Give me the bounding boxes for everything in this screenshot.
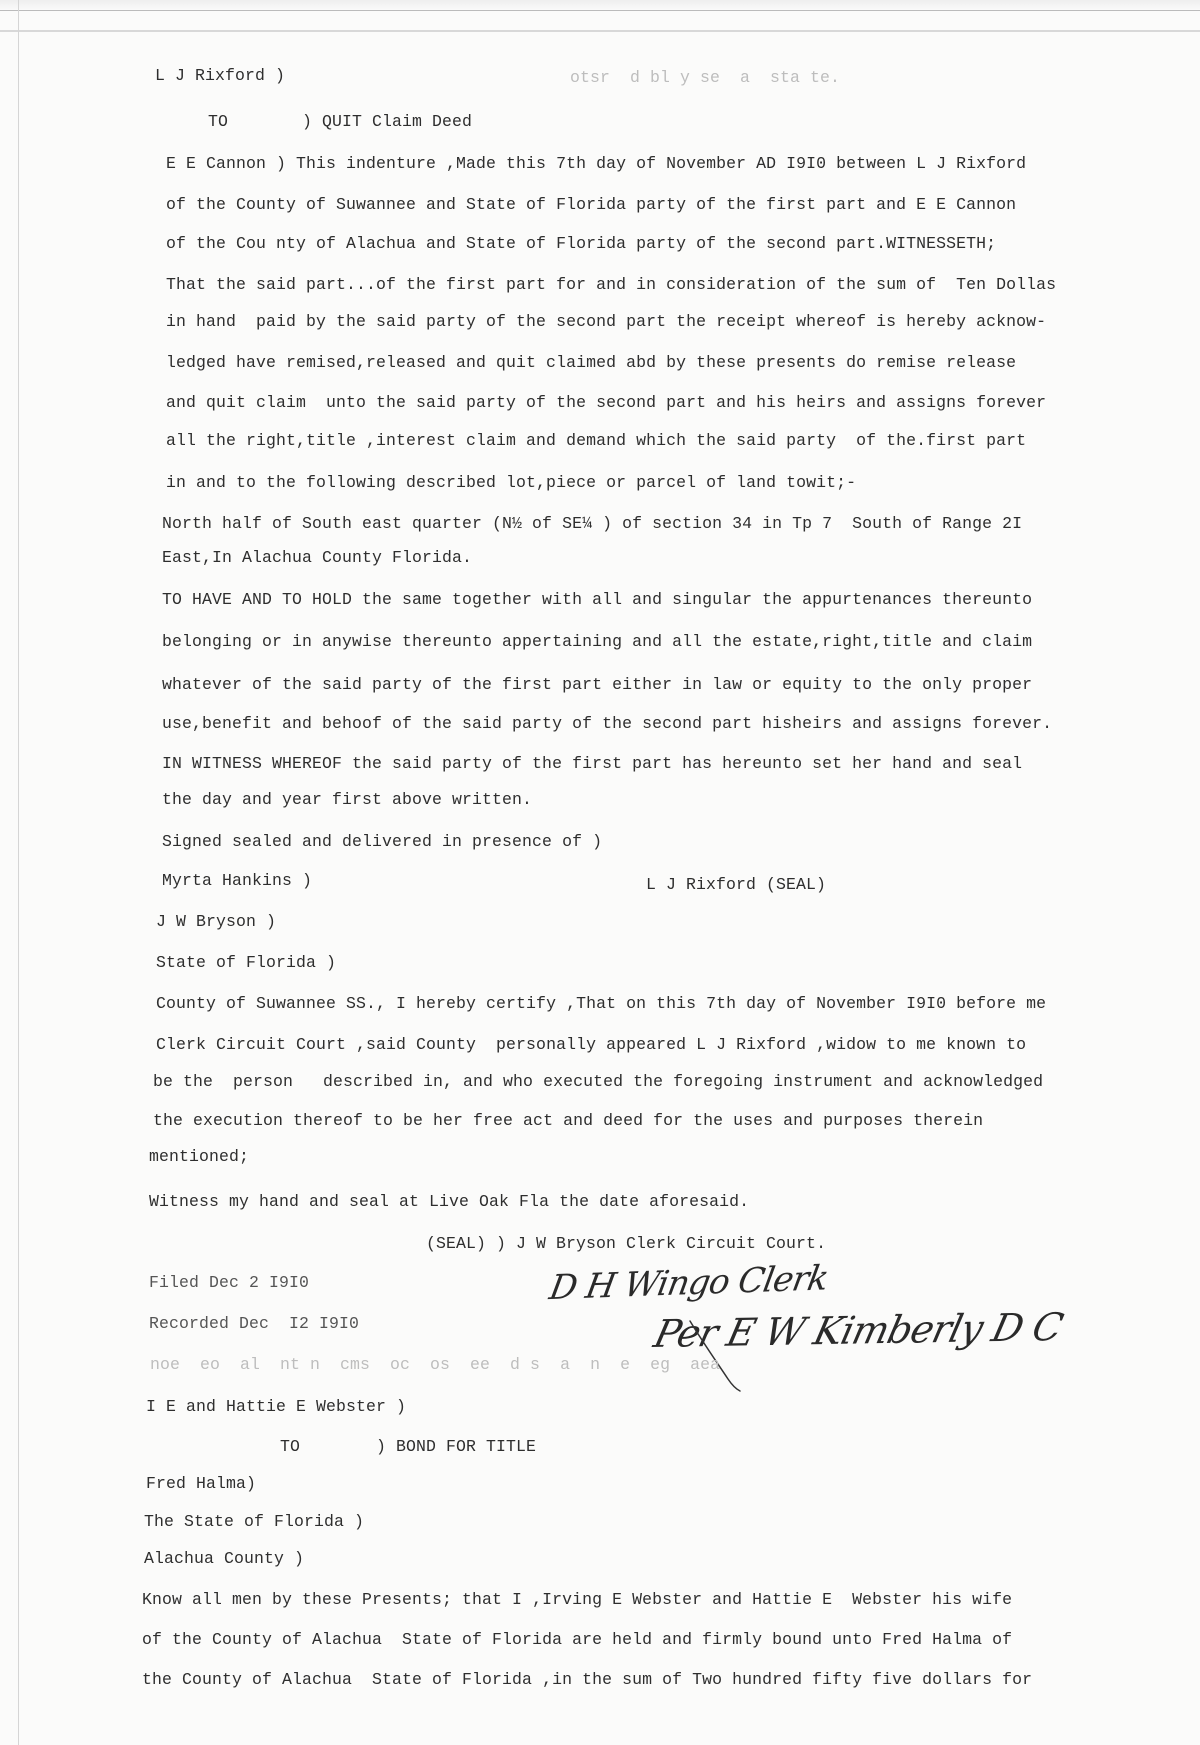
clerk-signature: D H Wingo Clerk xyxy=(546,1258,831,1309)
deed1-line: and quit claim unto the said party of the second part and his heirs and assigns forever xyxy=(166,393,1047,412)
ack-line: County of Suwannee SS., I hereby certify ,That on this 7th day of November I9I0 before me xyxy=(156,994,1047,1013)
deputy-clerk-signature: Per E W Kimberly D C xyxy=(649,1304,1067,1357)
filed-date: Filed Dec 2 I9I0 xyxy=(149,1273,310,1292)
ack-line: Witness my hand and seal at Live Oak Fla the date aforesaid. xyxy=(149,1192,750,1211)
scan-top-edge xyxy=(0,0,1200,11)
deed1-line: whatever of the said party of the first part either in law or equity to the only proper xyxy=(162,675,1033,694)
deed1-witness2: J W Bryson ) xyxy=(156,912,277,931)
deed1-line: the day and year first above written. xyxy=(162,790,533,809)
deed1-witness1: Myrta Hankins ) xyxy=(162,871,313,890)
deed1-to: TO xyxy=(208,112,229,131)
deed1-line: belonging or in anywise thereunto appertaining and all the estate,right,title and claim xyxy=(162,632,1033,651)
deed2-grantee: Fred Halma) xyxy=(146,1474,257,1493)
deed2-grantors: I E and Hattie E Webster ) xyxy=(146,1397,407,1416)
deed1-grantor-seal: L J Rixford (SEAL) xyxy=(646,875,827,894)
deed2-state: The State of Florida ) xyxy=(144,1512,365,1531)
deed1-line: IN WITNESS WHEREOF the said party of the first part has hereunto set her hand and seal xyxy=(162,754,1023,773)
ack-line: Clerk Circuit Court ,said County personally appeared L J Rixford ,widow to me known to xyxy=(156,1035,1027,1054)
recorded-date: Recorded Dec I2 I9I0 xyxy=(149,1314,360,1333)
ack-line: mentioned; xyxy=(149,1147,250,1166)
scan-left-edge xyxy=(18,0,19,1745)
deed1-legal-description: North half of South east quarter (N½ of SE¼ ) of section 34 in Tp 7 South of Range 2I xyxy=(162,514,1023,533)
deed2-county: Alachua County ) xyxy=(144,1549,305,1568)
signature-flourish xyxy=(540,1265,1100,1395)
ack-state: State of Florida ) xyxy=(156,953,337,972)
deed1-line: That the said part...of the first part for and in consideration of the sum of Ten Dollas xyxy=(166,275,1057,294)
deed1-line: use,benefit and behoof of the said party of the second part hisheirs and assigns forever. xyxy=(162,714,1053,733)
deed1-line: ledged have remised,released and quit claimed abd by these presents do remise release xyxy=(166,353,1017,372)
deed1-line: of the Cou nty of Alachua and State of Florida party of the second part.WITNESSETH; xyxy=(166,234,997,253)
deed2-line: of the County of Alachua State of Florida are held and firmly bound unto Fred Halma of xyxy=(142,1630,1013,1649)
bleed-through-text: otsr d bl y se a sta te. xyxy=(570,68,841,87)
deed1-line: Signed sealed and delivered in presence of ) xyxy=(162,832,603,851)
deed1-line: East,In Alachua County Florida. xyxy=(162,548,473,567)
deed1-line: in and to the following described lot,piece or parcel of land towit;- xyxy=(166,473,857,492)
deed1-line: of the County of Suwannee and State of Florida party of the first part and E E Cannon xyxy=(166,195,1017,214)
deed1-line: E E Cannon ) This indenture ,Made this 7th day of November AD I9I0 between L J Rixford xyxy=(166,154,1027,173)
deed2-to: TO xyxy=(280,1437,301,1456)
deed1-title: ) QUIT Claim Deed xyxy=(302,112,473,131)
ack-line: be the person described in, and who executed the foregoing instrument and acknowledged xyxy=(153,1072,1044,1091)
ack-clerk-seal: (SEAL) ) J W Bryson Clerk Circuit Court. xyxy=(426,1234,827,1253)
deed1-grantor: L J Rixford ) xyxy=(155,66,286,85)
deed1-line: all the right,title ,interest claim and demand which the said party of the.first part xyxy=(166,431,1027,450)
bleed-through-text: noe eo al nt n cms oc os ee d s a n e eg aea xyxy=(150,1355,721,1374)
deed2-title: ) BOND FOR TITLE xyxy=(376,1437,537,1456)
deed2-line: Know all men by these Presents; that I ,Irving E Webster and Hattie E Webster his wife xyxy=(142,1590,1013,1609)
deed1-line: in hand paid by the said party of the second part the receipt whereof is hereby acknow- xyxy=(166,312,1047,331)
deed1-line: TO HAVE AND TO HOLD the same together with all and singular the appurtenances thereunto xyxy=(162,590,1033,609)
scan-rule xyxy=(0,30,1200,32)
deed2-line: the County of Alachua State of Florida ,in the sum of Two hundred fifty five dollars for xyxy=(142,1670,1033,1689)
ack-line: the execution thereof to be her free act and deed for the uses and purposes therein xyxy=(153,1111,984,1130)
